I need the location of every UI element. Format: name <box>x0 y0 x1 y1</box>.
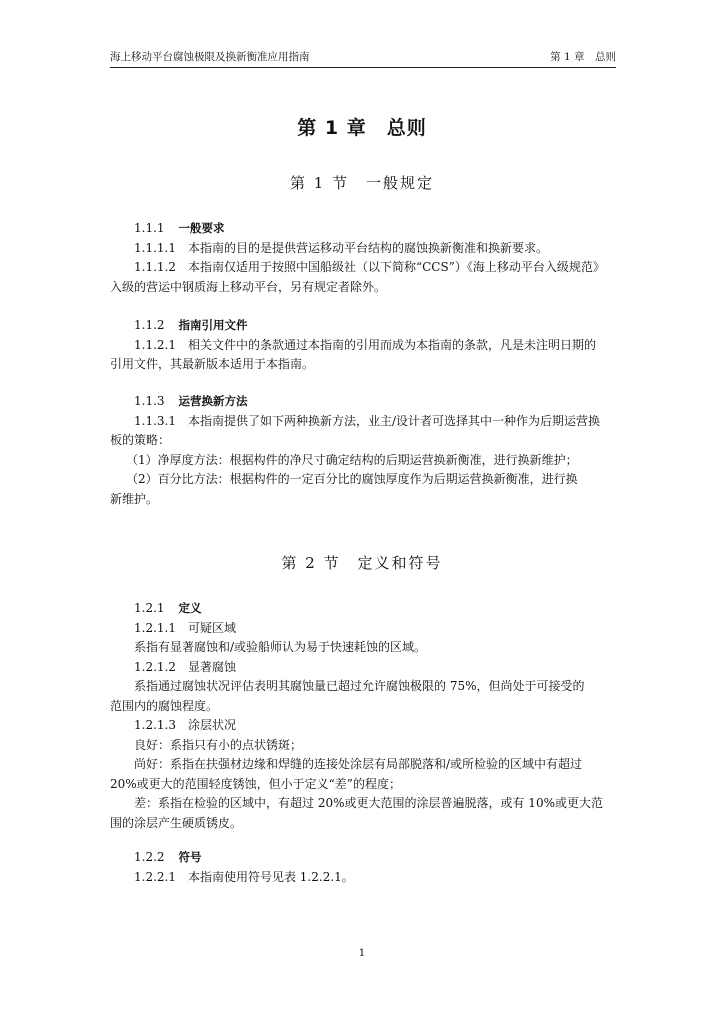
coating-good: 良好：系指只有小的点状锈斑； <box>134 737 303 752</box>
heading-label: 运营换新方法 <box>178 394 248 408</box>
section-1-2-body <box>110 316 616 375</box>
heading-label: 指南引用文件 <box>178 318 248 332</box>
running-header <box>110 50 616 68</box>
list-item-percentage-line-2: 新维护。 <box>110 491 159 506</box>
paragraph-1-1-2-1-line-2: 引用文件，其最新版本适用于本指南。 <box>110 357 315 371</box>
term-1-2-1-1: 1.2.1.1 可疑区域 <box>134 620 236 635</box>
section-1-3-body <box>110 392 616 509</box>
heading-1-1-3 <box>110 392 616 412</box>
heading-1-2-2 <box>110 848 616 868</box>
chapter-title: 第 1 章 总则 <box>297 117 427 139</box>
section-2-title: 第 2 节 定义和符号 <box>281 554 443 572</box>
heading-number: 1.1.2 <box>134 318 165 332</box>
list-item-net-thickness: （1）净厚度方法：根据构件的净尺寸确定结构的后期运营换新衡准，进行换新维护； <box>126 452 578 467</box>
heading-number: 1.2.2 <box>134 850 165 864</box>
paragraph-1-1-3-1-line-1: 1.1.3.1 本指南提供了如下两种换新方法，业主/设计者可选择其中一种作为后期运营换 <box>134 413 601 428</box>
heading-1-1-1 <box>110 219 616 239</box>
heading-number: 1.2.1 <box>134 601 165 615</box>
term-1-2-1-2: 1.2.1.2 显著腐蚀 <box>134 659 236 674</box>
header-title: 海上移动平台腐蚀极限及换新衡准应用指南 <box>110 51 310 63</box>
list-item-percentage-line-1: （2）百分比方法：根据构件的一定百分比的腐蚀厚度作为后期运营换新衡准，进行换 <box>126 472 578 486</box>
coating-poor-line-2: 围的涂层产生硬质锈皮。 <box>110 815 243 830</box>
paragraph-1-1-1-2-line-2: 入级的营运中钢质海上移动平台，另有规定者除外。 <box>110 279 387 294</box>
paragraph-1-1-1-2-line-1: 1.1.1.2 本指南仅适用于按照中国船级社（以下简称“CCS”）《海上移动平台入级规范》 <box>134 260 605 274</box>
section-1-title: 第 1 节 一般规定 <box>289 174 435 192</box>
coating-poor-line-1: 差：系指在检验的区域中，有超过 20%或更大范围的涂层普遍脱落，或有 10%或更大范 <box>134 796 603 810</box>
section-2-2-body <box>110 848 616 887</box>
heading-label: 一般要求 <box>178 221 225 235</box>
section-2-body <box>110 599 616 833</box>
page-number: 1 <box>358 947 366 959</box>
heading-1-2-1 <box>110 599 616 619</box>
definition-1-2-1-1: 系指有显著腐蚀和/或验船师认为易于快速耗蚀的区域。 <box>134 640 427 654</box>
heading-number: 1.1.1 <box>134 221 165 235</box>
paragraph-1-1-2-1-line-1: 1.1.2.1 相关文件中的条款通过本指南的引用而成为本指南的条款，凡是未注明日期的 <box>134 337 596 352</box>
heading-1-1-2 <box>110 316 616 336</box>
definition-1-2-1-2-line-2: 范围内的腐蚀程度。 <box>110 698 219 713</box>
paragraph-1-2-2-1: 1.2.2.1 本指南使用符号见表 1.2.2.1。 <box>134 869 354 884</box>
paragraph-1-1-3-1-line-2: 板的策略： <box>110 433 171 447</box>
header-chapter: 第 1 章 总则 <box>550 51 616 63</box>
definition-1-2-1-2-line-1: 系指通过腐蚀状况评估表明其腐蚀量已超过允许腐蚀极限的 75%，但尚处于可接受的 <box>134 679 585 693</box>
coating-fair-line-2: 20%或更大的范围轻度锈蚀，但小于定义“差”的程度； <box>110 776 401 791</box>
heading-number: 1.1.3 <box>134 394 165 408</box>
term-1-2-1-3: 1.2.1.3 涂层状况 <box>134 718 236 732</box>
heading-label: 符号 <box>178 850 202 864</box>
coating-fair-line-1: 尚好：系指在扶强材边缘和焊缝的连接处涂层有局部脱落和/或所检验的区域中有超过 <box>134 757 583 771</box>
paragraph-1-1-1-1: 1.1.1.1 本指南的目的是提供营运移动平台结构的腐蚀换新衡准和换新要求。 <box>134 240 548 255</box>
heading-label: 定义 <box>178 601 202 615</box>
section-1-body <box>110 219 616 297</box>
